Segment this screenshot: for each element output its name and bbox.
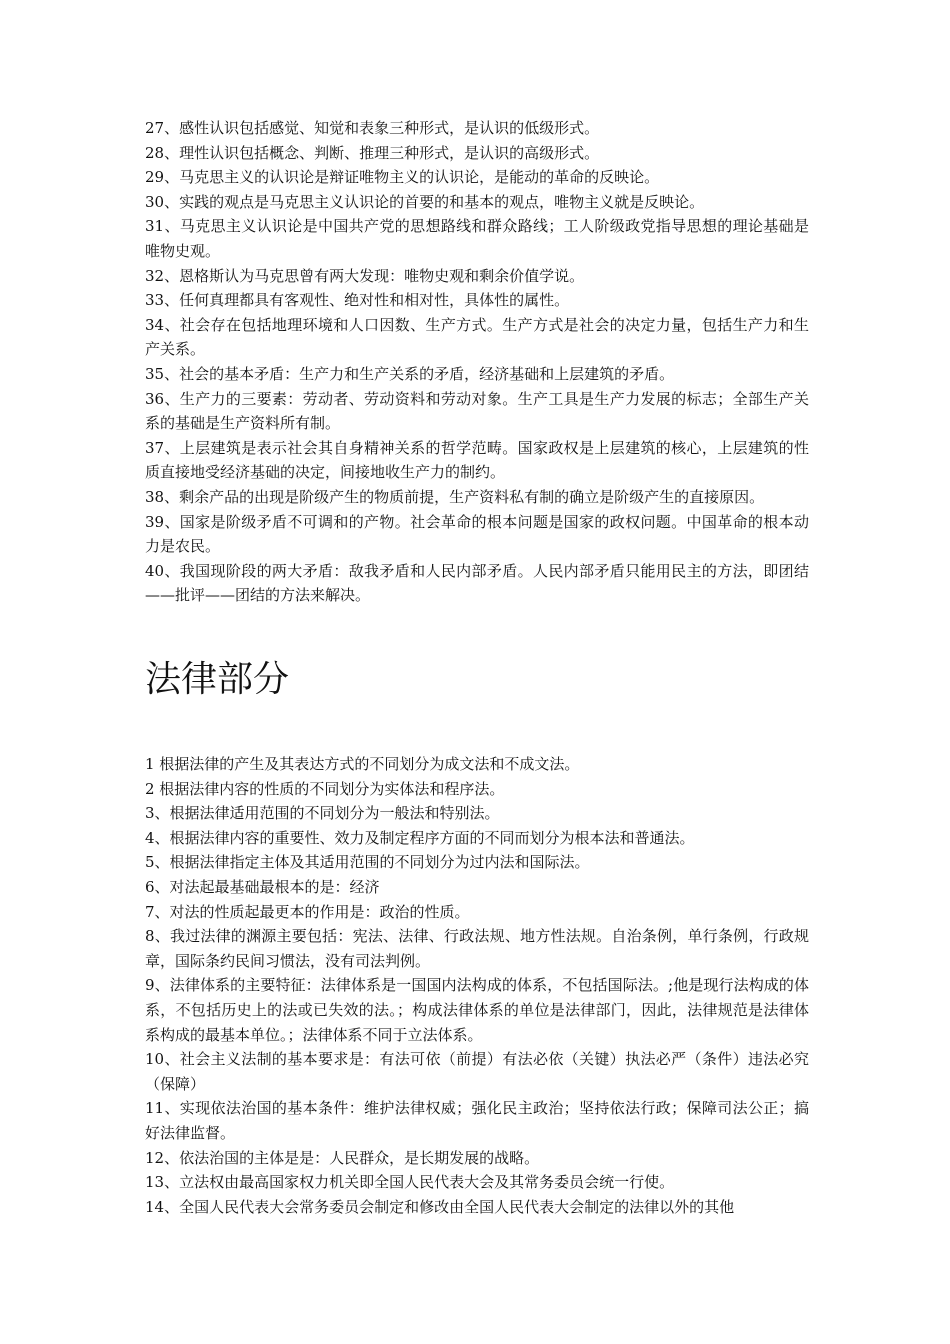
- list-item: 4、根据法律内容的重要性、效力及制定程序方面的不同而划分为根本法和普通法。: [145, 828, 695, 847]
- section-heading: 法律部分: [145, 659, 290, 700]
- list-item: 9、法律体系的主要特征：法律体系是一国国内法构成的体系，不包括国际法。;他是现行法构成的体系，不包括历史上的法或已失效的法。；构成法律体系的单位是法律部门，因此，法律规范是法律体系构成的最基本单位。；法律体系不同于立法体系。: [145, 976, 809, 1044]
- list-item: 36、生产力的三要素：劳动者、劳动资料和劳动对象。生产工具是生产力发展的标志；全部生产关系的基础是生产资料所有制。: [145, 389, 809, 433]
- list-item: 31、马克思主义认识论是中国共产党的思想路线和群众路线；工人阶级政党指导思想的理论基础是唯物史观。: [145, 217, 809, 260]
- list-item: 34、社会存在包括地理环境和人口因数、生产方式。生产方式是社会的决定力量，包括生产力和生产关系。: [145, 315, 809, 359]
- list-item: 37、上层建筑是表示社会其自身精神关系的哲学范畴。国家政权是上层建筑的核心，上层建筑的性质直接地受经济基础的决定，间接地收生产力的制约。: [145, 438, 809, 482]
- philosophy-section: [145, 116, 809, 608]
- list-item: 38、剩余产品的出现是阶级产生的物质前提，生产资料私有制的确立是阶级产生的直接原因。: [145, 487, 765, 506]
- list-item: 11、实现依法治国的基本条件：维护法律权威；强化民主政治；坚持依法行政；保障司法公正；搞好法律监督。: [145, 1099, 809, 1142]
- list-item: 32、恩格斯认为马克思曾有两大发现：唯物史观和剩余价值学说。: [145, 266, 585, 285]
- law-section: [145, 752, 809, 1219]
- list-item: 8、我过法律的渊源主要包括：宪法、法律、行政法规、地方性法规。自治条例，单行条例，行政规章，国际条约民间习惯法，没有司法判例。: [145, 927, 809, 970]
- list-item: 5、根据法律指定主体及其适用范围的不同划分为过内法和国际法。: [145, 853, 590, 872]
- list-item: 39、国家是阶级矛盾不可调和的产物。社会革命的根本问题是国家的政权问题。中国革命的根本动力是农民。: [145, 512, 809, 556]
- list-item: 29、马克思主义的认识论是辩证唯物主义的认识论，是能动的革命的反映论。: [145, 168, 660, 187]
- list-item: 28、理性认识包括概念、判断、推理三种形式，是认识的高级形式。: [145, 143, 600, 162]
- list-item: 30、实践的观点是马克思主义认识论的首要的和基本的观点，唯物主义就是反映论。: [145, 192, 705, 211]
- list-item: 6、对法起最基础最根本的是：经济: [145, 877, 380, 896]
- list-item: 40、我国现阶段的两大矛盾：敌我矛盾和人民内部矛盾。人民内部矛盾只能用民主的方法，即团结——批评——团结的方法来解决。: [145, 561, 809, 605]
- list-item: 3、根据法律适用范围的不同划分为一般法和特别法。: [145, 804, 500, 823]
- list-item: 10、社会主义法制的基本要求是：有法可依（前提）有法必依（关键）执法必严（条件）违法必究（保障）: [145, 1050, 809, 1093]
- list-item: 33、任何真理都具有客观性、绝对性和相对性，具体性的属性。: [145, 291, 570, 310]
- list-item: 14、全国人民代表大会常务委员会制定和修改由全国人民代表大会制定的法律以外的其他: [145, 1197, 735, 1216]
- list-item: 12、依法治国的主体是是：人民群众，是长期发展的战略。: [145, 1148, 540, 1167]
- list-item: 27、感性认识包括感觉、知觉和表象三种形式，是认识的低级形式。: [145, 119, 600, 137]
- list-item: 2 根据法律内容的性质的不同划分为实体法和程序法。: [145, 779, 505, 798]
- list-item: 7、对法的性质起最更本的作用是：政治的性质。: [145, 902, 470, 921]
- list-item: 35、社会的基本矛盾：生产力和生产关系的矛盾，经济基础和上层建筑的矛盾。: [145, 364, 675, 383]
- list-item: 13、立法权由最高国家权力机关即全国人民代表大会及其常务委员会统一行使。: [145, 1173, 675, 1192]
- list-item: 1 根据法律的产生及其表达方式的不同划分为成文法和不成文法。: [145, 755, 580, 773]
